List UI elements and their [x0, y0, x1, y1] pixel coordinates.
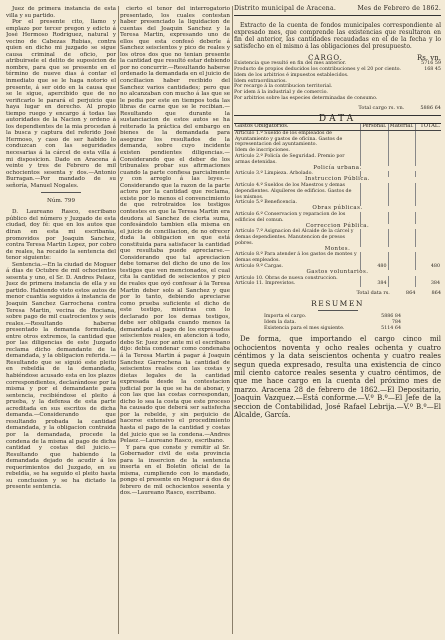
gastos-section-label: Montes.: [324, 245, 351, 252]
gastos-cell: [415, 229, 441, 246]
gastos-cell: Artículo 6.º Conservacion y reparacion de los edificios del comun.: [235, 211, 346, 223]
gastos-cell: Artículo 4.º Sueldos de los Maestros y demas dependientes. Alquileres de edificios. Gastos de los mismos.: [235, 182, 352, 200]
gastos-cell: 480: [361, 264, 388, 270]
gastos-header-cell: TOTAL.: [415, 124, 441, 130]
cargo-row-label: Por idem á la industrial y de comercio.: [234, 90, 328, 96]
data-total-label: Total data rs.: [356, 290, 390, 297]
gastos-cell: Artículo 10. Obras de nueva construccion.: [235, 275, 338, 281]
cargo-row-value: 5716 59: [421, 61, 441, 67]
cargo-row-label: Producto de propios deducidos los contribuciones y el 20 por ciento.: [234, 66, 401, 72]
cargo-total-row: [234, 105, 441, 112]
gastos-cell: [361, 212, 388, 224]
paragraph: Por el presente cito, llamo y emplazo por tercer pregon y edicto á José Hermoso Rodriguez, natural y vecino de Cabezas Rubias, contra quien en dicho mi juzgado se sigue causa criminal de oficio, por atribuirsele el delito de suposicion de nombre, para que se presente en el término de nueve dias á contar el inmediato que se le haga notorio el presente, á ser oido en la causa que se le sigue, apercibido que de no verificarlo le parará el perjuicio que haya lugar en derecho. Al propio tiempo ruego y encargo á todas las autoridades de la Nacion y ordeno á los dependientes de la mia procedan á la busca y captura del referido José Hermoso, y caso de ser habido lo conduzcan con las seguridades necesarias á la cárcel de esta villa á mi disposicion. Dado en Aracena á veinte y tres de Febrero de mil ochocientos sesenta y dos.—Antonio Burragan.—Por mandado de su señoría, Manuel Nogales.: [6, 19, 116, 189]
paragraph: cierto el tenor del interrogatorio presentado, los cuales contestan haber presenciado la liquidacion de cuentas del Joaquin Sanchez y la Teresa Martin, expresando uno de ellos que esta confesó deberle á Sanchez seiscientos y pico de reales y los otros dos que no tenian presente la cantidad que resultó estar debiendo por no concurrir.—Resultando haberse ordenado la demandada en el juicio de conciliacion haber recibido del Sanchez varios cantidades; pero que no alcanzaban con mucho á las que se le pedia por este en tiempos toda las libras de carne que se le recibian.—Resultando que durante la sustanciacion de estos autos se ha reiterado la práctica del embargo en bienes de la demandada para asegurar los resultados de la demanda, sobre cuyo incidente existen pendientes diligencias.—Considerando que el deber de los tribunales probar sus afirmaciones cuando la parte confiesa parcialmente y con arreglo á las leyes.—Considerando que la razon de la parte actora por la cantidad que reclama, existe por lo menos el convencimiento de que retrotraidos los testigos contestes en que la Teresa Martin era deudora al Sanchez de cierta suma, confesándolo tambien ella misma en el juicio de conciliacion, de no ofrecer duda la obligacion en que está constituida para satisfacer la cantidad que resultaba puede apreciarse.—Considerando que tal apreciacion debe tomarse del dicho de uno de los testigos que ven mencionados, el cual cita la cantidad de seiscientos y pico de reales que oyó confesar á la Teresa Martin deber solo al Sanchez y que por lo tanto, debiendo apreciarse como prueba suficiente el dicho de este testigo, mientras con lo declarado por los demas testigos, debe ser obligada cuando menos la demandada al pago de los expresados seiscientos reales, en atencion á todo, debo Sr. Juez por ante mi el escribano dijo: debia condenar como condenaba á la Teresa Martin á pagar á Joaquin Sanchez Garrochena la cantidad de seiscientos reales con las costas y dietas legales de la cantidad expresada desde la contestacion judicial por la que se ha de abonar, y con las que las costas correspondan, dicho lo sea la costa que este proceso ha causado que deberá ser satisfecha por la rebelde, y sin perjuicio de hacerse extensivo el procedimiento hasta el pago de la cantidad y costas del juicio que se la condena.—Andres Pelaez.—Laureano Rasco, escribano.: [120, 6, 230, 445]
gastos-cell: Artículo 8.º Para atender á los gastos de montes y demas empleados.: [235, 252, 357, 264]
divider: [41, 192, 81, 193]
gastos-cell: [388, 281, 415, 287]
resumen-label: Idem la data.: [264, 319, 297, 325]
gastos-section-label: Gastos voluntarios.: [306, 268, 369, 275]
gastos-cell: [415, 154, 441, 166]
gastos-cell: Artículo 3.º Limpieza. Arbolado.: [235, 171, 313, 177]
cargo-row-label: Idem de los arbitrios é impuestos establecidos.: [234, 72, 349, 78]
gastos-cell: [388, 212, 415, 224]
gastos-cell: [361, 183, 388, 200]
gastos-row: [234, 229, 441, 246]
header-month: Mes de Febrero de 1862.: [357, 5, 441, 12]
header-district: Distrito municipal de Aracena.: [234, 5, 337, 12]
left-column-2: [120, 6, 230, 638]
gastos-row: [234, 252, 441, 264]
gastos-cell: 384: [361, 281, 388, 287]
gastos-cell: [388, 252, 415, 264]
gastos-cell: [415, 212, 441, 224]
gastos-cell: Artículo 5.º Beneficencia.: [235, 200, 298, 206]
column-divider: [232, 6, 233, 634]
gastos-cell: [415, 130, 441, 148]
gastos-cell: [361, 252, 388, 264]
cargo-row-value: 168 45: [424, 66, 441, 72]
resumen-value: 784: [391, 319, 401, 325]
gastos-cell: [388, 130, 415, 148]
cargo-row: [234, 96, 441, 102]
gastos-section-label: Obras públicas.: [312, 205, 363, 212]
cargo-row-value: [411, 96, 441, 102]
cargo-title: CARGO.: [308, 53, 343, 62]
closing-text: De forma, que importando el cargo cinco mil ochocientos noventa y ocho reales ochenta y cuatro céntimos y la data seiscientos ochenta y cuatro reales segun queda expresado, resulta una existencia de cinco mil ciento catorce reales sesenta y cuatro céntimos, de que me hace cargo en la cuenta del próximo mes de marzo. Aracena 28 de febrero de 1862.—El Depositario, Joaquin Vazquez.—Está conforme.—V.º B.º—El Jefe de la seccion de Contabilidad, José Rafael Lebrija.—V.º B.º—El Alcalde, García.: [234, 335, 441, 419]
accounts-extract: [234, 6, 441, 636]
gastos-cell: Artículo 9.º Cargas.: [235, 264, 284, 270]
cargo-row-label: Por arbitrios sobre las especies determinadas de consumo.: [234, 95, 378, 101]
paragraph: D. Laureano Rasco, escribano público del número y Juzgado de esta ciudad, doy fé: que en los autos que diran en esta mi escribania, promovidos por Joaquin Sanchez, contra Teresa Martin Lopez, por cobro de reales, ha recaido la sentencia del tenor siguiente:: [6, 209, 116, 262]
gastos-cell: [361, 154, 388, 166]
gastos-section-label: Policía urbana.: [313, 164, 362, 171]
paragraph: Juez de primera instancia de esta villa y su partido.: [6, 6, 116, 19]
gastos-row: [234, 212, 441, 224]
gastos-section-label: Correccion Pública.: [305, 222, 370, 229]
gastos-row: [234, 183, 441, 200]
gastos-cell: [415, 252, 441, 264]
gastos-row: [234, 130, 441, 148]
notice-number: Núm. 799: [46, 197, 76, 204]
gastos-section-label: Instruccion Pública.: [305, 176, 370, 183]
gastos-cell: 480: [415, 264, 441, 270]
data-total-value: 864: [405, 290, 416, 297]
data-total-row: [234, 290, 441, 297]
resumen-label: Importa el cargo.: [264, 313, 307, 319]
gastos-cell: [361, 229, 388, 246]
cargo-list: [234, 61, 441, 102]
resumen-list: [234, 314, 441, 331]
gastos-cell: Artículo 1.º Sueldo de los empleados de Ayuntamiento y gastos de oficina. Gastos de representacion del ayuntamiento.: [235, 130, 343, 148]
gastos-cell: [388, 183, 415, 200]
intro-text: Extracto de la cuenta de fondos municipales correspondiente al expresado mes, que comprende las existencias que resultaron en fin del anterior, las cantidades recaudadas en el de la fecha y lo satisfecho en el mismo á las obligaciones del presupuesto.: [234, 21, 441, 50]
paragraph: Sentencia.—En la ciudad de Moguer á dias de Octubre de mil ochocientos sesenta y uno, el Sr. D. Andres Pelaez, Juez de primera instancia de ella y su partido. Habiendo visto estos autos de menor cuantia seguidos á instancia de Joaquin Sanchez Garrochena contra Teresa Martin, vecina de Rociana, sobre pago de mil cuatrocientos y seis reales.—Resultando haberse presentado la demanda formulada, entre otros extremos, la cantidad que por las diligencias de este Juzgado reclama dicho demandante de la demandada, y la obligacion referida.—Resultando que se siguió este pleito en rebeldía de la demandada, habiéndose acusado esta en los plazos correspondientes, declarándose por la misma y por el demandante para sentencia, recibiéndose el pleito á prueba, y la defensa de esta parte acreditada en sus escritos de dicha demanda.—Considerando que resultando probada la cantidad demandada, y la obligacion contraida por la demandada, procede la condena de la misma al pago de dicha cantidad y costas del juicio.—Resultando que habiendo la demandada dejado de acudir á los requerimientos del Juzgado, en su rebeldía, se ha seguido el pleito hasta su conclusion y se ha dictado la presente sentencia.: [6, 261, 116, 491]
gastos-cell: Idem de inscripciones.: [235, 148, 291, 154]
data-total-value-2: 864: [431, 290, 441, 297]
gastos-header-cell: Personal.: [362, 122, 387, 129]
gastos-row: [234, 154, 441, 166]
gastos-header-cell: Gastos Obligatorios.: [234, 124, 361, 130]
data-title: DATA: [234, 115, 441, 124]
gastos-cell: 384: [415, 281, 441, 287]
gastos-cell: [361, 130, 388, 148]
gastos-cell: [388, 229, 415, 246]
gastos-cell: [388, 154, 415, 166]
cargo-total-value: 5886 64: [420, 104, 441, 111]
resumen-row: [234, 326, 441, 332]
gastos-cell: [415, 183, 441, 200]
cargo-row-label: Existencia que resultó en fin del mes anterior.: [234, 61, 347, 67]
gastos-cell: Artículo 2.º Policía de Seguridad. Premio por armas detenidas.: [235, 153, 345, 165]
resumen-title: RESUMEN: [311, 298, 364, 308]
gastos-table: [234, 124, 441, 287]
gastos-row: [234, 281, 441, 287]
resumen-value: 5886 84: [381, 313, 401, 319]
gastos-cell: Artículo 7.º Asignacion del Alcaide de la cárcel y demas dependientes. Manutencion de presos pobres.: [235, 229, 354, 246]
cargo-row-label: Idem extraordinarios.: [234, 78, 287, 84]
divider: [318, 310, 358, 311]
section-header: [234, 6, 441, 16]
cargo-unit: Rs. vn.: [416, 53, 441, 62]
cargo-row-label: Por recargo á la contribucion territorial.: [234, 84, 333, 90]
left-column-1: [6, 6, 116, 638]
gastos-cell: Artículo 11. Imprevistos.: [235, 281, 296, 287]
resumen-value: 5114 64: [381, 325, 401, 331]
paragraph: Y para que conste y remitir al Sr. Gobernador civil de esta provincia para la insercion de la sentencia inserta en el Boletin oficial de la misma, cumpliendo con lo mandado, pongo el presente en Moguer á dos de febrero de mil ochocientos sesenta y dos.—Laureano Rasco, escribano.: [120, 444, 230, 497]
gastos-header-cell: Material.: [389, 122, 414, 129]
column-divider: [118, 6, 119, 634]
resumen-label: Existencia para el mes siguiente.: [264, 325, 345, 331]
cargo-total-label: Total cargo rs. vn.: [358, 104, 405, 111]
